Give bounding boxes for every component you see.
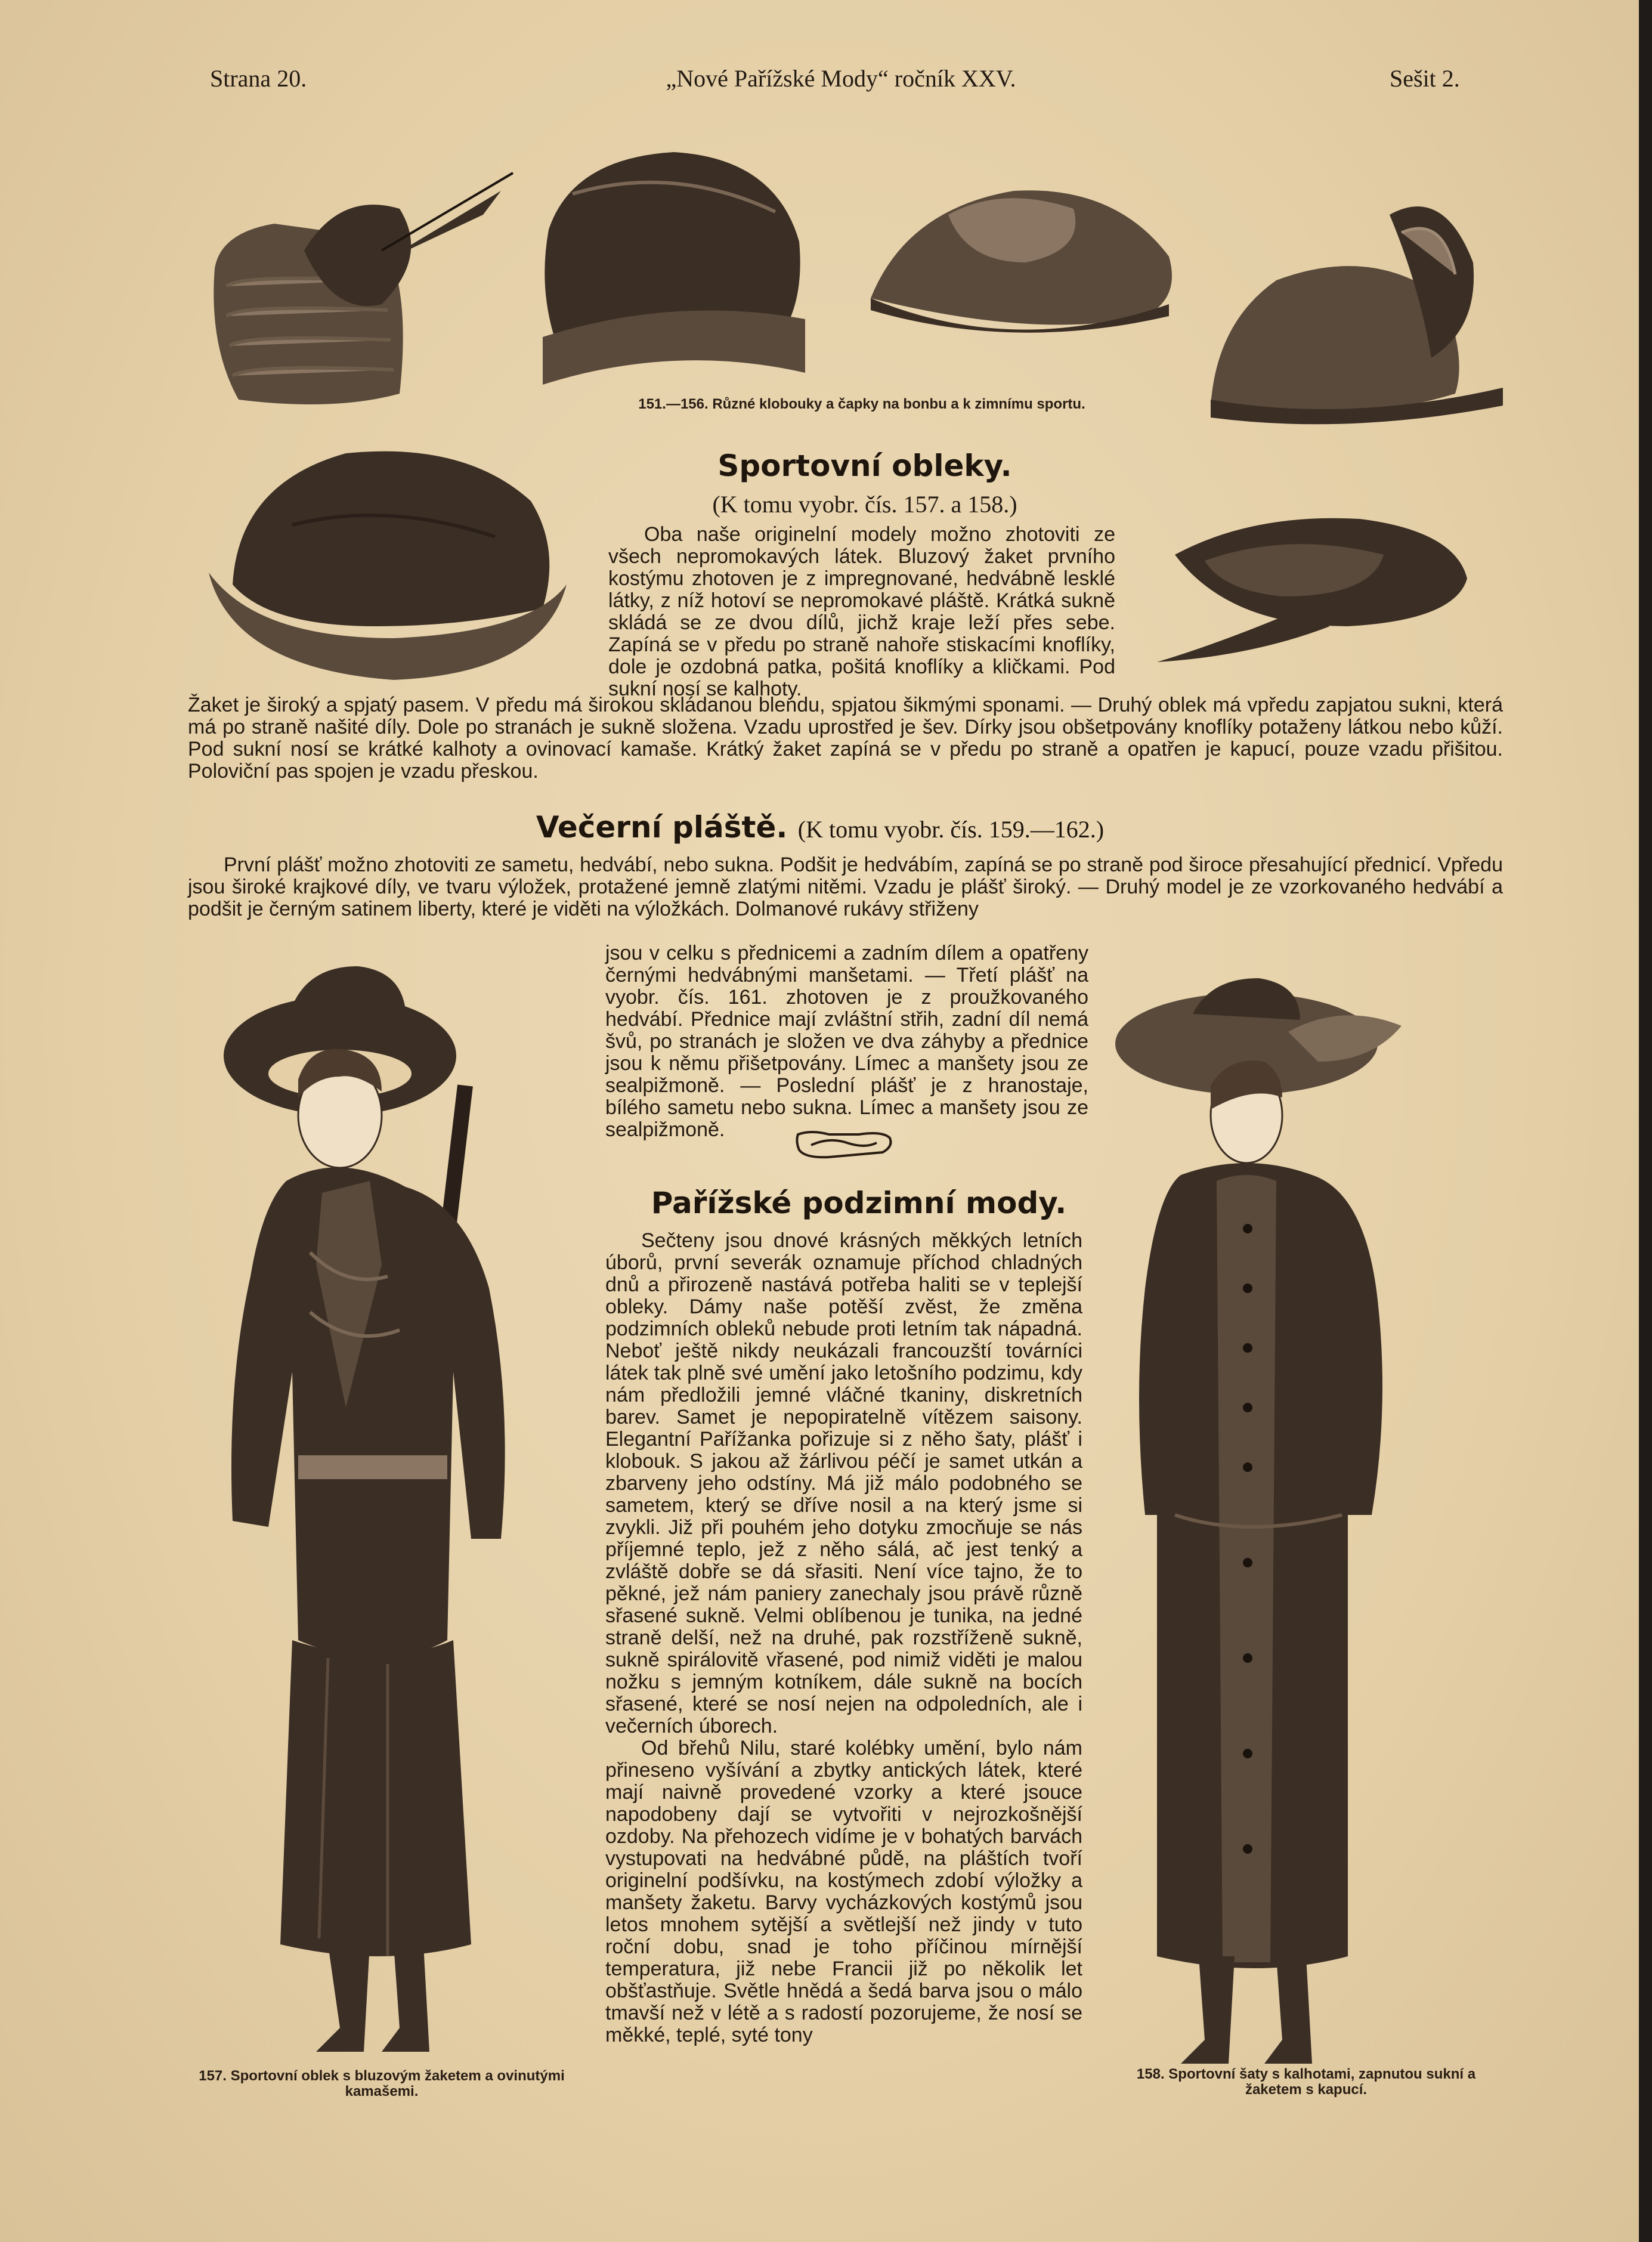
ornament-divider	[793, 1128, 895, 1163]
hat-illustration-3	[859, 161, 1193, 358]
sport-text-wide: Žaket je široký a spjatý pasem. V předu má širokou skládanou blendu, spjatou šikmými sponami. — Druhý oblek má vpředu zapjatou sukni, která má po straně našité díly. Dole po stranách je sukně složena. Vzadu uprostřed je šev. Dírky jsou obšetpovány knoflíky potaženy látkou nebo kůží. Pod sukní nosí se krátké kalhoty a ovinovací kamaše. Krátký žaket zapíná se v předu po straně a opatřen je kapucí, pouze vzadu přišitou. Poloviční pas spojen je vzadu přeskou.	[188, 694, 1503, 783]
autumn-paragraph-2: Od břehů Nilu, staré kolébky umění, bylo nám přineseno vyšívání a zbytky antických látek, které mají naivně provedené vzorky a které jsouce napodobeny dají se vytvořiti v nejrozkošnější ozdoby. Na přehozech vidíme je v bohatých barvách vystupovati na hedvábné půdě, na pláštích tvoří originelní podšívku, na kostýmech zdobí výložky a manšety žaketu. Barvy vycházkových kostýmů jsou letos mnohem sytější a světlejší než jindy v tuto roční dobu, snad je toho příčinou mírnější temperatura, již nebe Francii již po několik let obšťastňuje. Světle hnědá a šedá barva jsou o málo tmavší než v létě a s radostí pozorujeme, že nosí se měkké, teplé, syté tony	[605, 1737, 1082, 2046]
evening-title: Večerní pláště.	[536, 810, 788, 845]
figure-158-caption: 158. Sportovní šaty s kalhotami, zapnutou sukní a žaketem s kapucí.	[1136, 2066, 1476, 2098]
hat-illustration-2	[525, 140, 823, 391]
hats-caption: 151.—156. Různé klobouky a čapky na bonbu a k zimnímu sportu.	[638, 396, 1085, 412]
evening-text-narrow: jsou v celku s přednicemi a zadním dílem a opatřeny černými hedvábnými manšetami. — Třetí plášť na vyobr. čís. 161. zhotoven je z proužkovaného hedvábí. Přednice mají zvláštní střih, zadní díl nemá švů, po stranách je složen ve dva záhyby a přednice jsou k němu přišetpovány. Límec a manšety jsou ze sealpižmoně. — Poslední plášť je z hranostaje, bílého sametu nebo sukna. Límec a manšety jsou ze sealpižmoně.	[605, 942, 1088, 1141]
evening-text-wide: První plášť možno zhotoviti ze sametu, hedvábí, nebo sukna. Podšit je hedvábím, zapíná se po straně pod široce přesahující přednicí. Vpředu jsou široké krajkové díly, ve tvaru výložek, protažené jemně zlatými nitěmi. Vzadu je plášť široký. — Druhý model je ze vzorkovaného hedvábí a podšit je černým satinem liberty, které je viděti na výložkách. Dolmanové rukávy střiženy	[188, 853, 1503, 920]
issue-number: Sešit 2.	[1390, 65, 1460, 92]
sport-title: Sportovní obleky.	[717, 449, 1012, 483]
autumn-title: Pařížské podzimní mody.	[651, 1186, 1067, 1220]
figure-158-sport-dress	[1091, 978, 1473, 2076]
sport-subtitle: (K tomu vyobr. čís. 157. a 158.)	[712, 491, 1017, 518]
figure-157-sport-suit	[191, 954, 596, 2064]
autumn-text	[605, 1230, 1082, 2046]
hat-illustration-5	[197, 429, 578, 692]
magazine-title: „Nové Pařížské Mody“ ročník XXV.	[666, 65, 1016, 92]
hat-illustration-4	[1193, 179, 1527, 429]
page-binding-edge	[1639, 0, 1652, 2242]
evening-title-row	[513, 810, 1127, 845]
hat-illustration-6	[1133, 507, 1491, 686]
page-number: Strana 20.	[210, 65, 307, 92]
sport-text-narrow: Oba naše originelní modely možno zhotoviti ze všech nepromokavých látek. Bluzový žaket prvního kostýmu zhotoven je z impregnované, hedvábně lesklé látky, z níž hotoví se nepromokavé pláště. Krátká sukně skládá se ze dvou dílů, jichž kraje leží přes sebe. Zapíná se v předu po straně nahoře stiskacími knoflíky, dole je ozdobná patka, pošitá knoflíky a kličkami. Pod sukní nosí se kalhoty.	[608, 523, 1115, 700]
hat-illustration-1	[203, 167, 525, 418]
figure-157-caption: 157. Sportovní oblek s bluzovým žaketem a ovinutými kamašemi.	[199, 2068, 565, 2099]
autumn-paragraph-1: Sečteny jsou dnové krásných měkkých letních úborů, první severák oznamuje příchod chladných dnů a přirozeně nastává potřeba haliti se v teplejší obleky. Dámy naše potěší zvěst, že změna podzimních obleků nebude proti letním tak nápadná. Neboť ještě nikdy neukázali francouzští továrníci látek tak plně své umění jako letošního podzimu, kdy nám předložili jemné vláčné tkaniny, diskretních barev. Samet je nepopiratelně vítězem saisony. Elegantní Pařížanka pořizuje si z něho šaty, plášť i klobouk. S jakou až žárlivou péčí je samet utkán a zbarveny jeho odstíny. Má již málo podobného se sametem, který se dříve nosil a na který jsme si zvykli. Již při pouhém jeho dotyku zmocňuje se nás příjemné teplo, jež z něho sálá, ač jest tenký a zvláště dobře se dá sřasiti. Není více tajno, že to pěkné, jež nám paniery zanechaly jsou právě různě sřasené sukně. Velmi oblíbenou je tunika, na jedné straně delší, než na druhé, pak rozstříženě sukně, sukně spirálovitě vřasené, pod nimiž viděti je malou nožku s jemným kotníkem, dále sukně na bocích sřasené, které se nosí nejen na odpoledních, ale i večerních úborech.	[605, 1229, 1082, 1737]
evening-subtitle: (K tomu vyobr. čís. 159.—162.)	[797, 816, 1105, 843]
